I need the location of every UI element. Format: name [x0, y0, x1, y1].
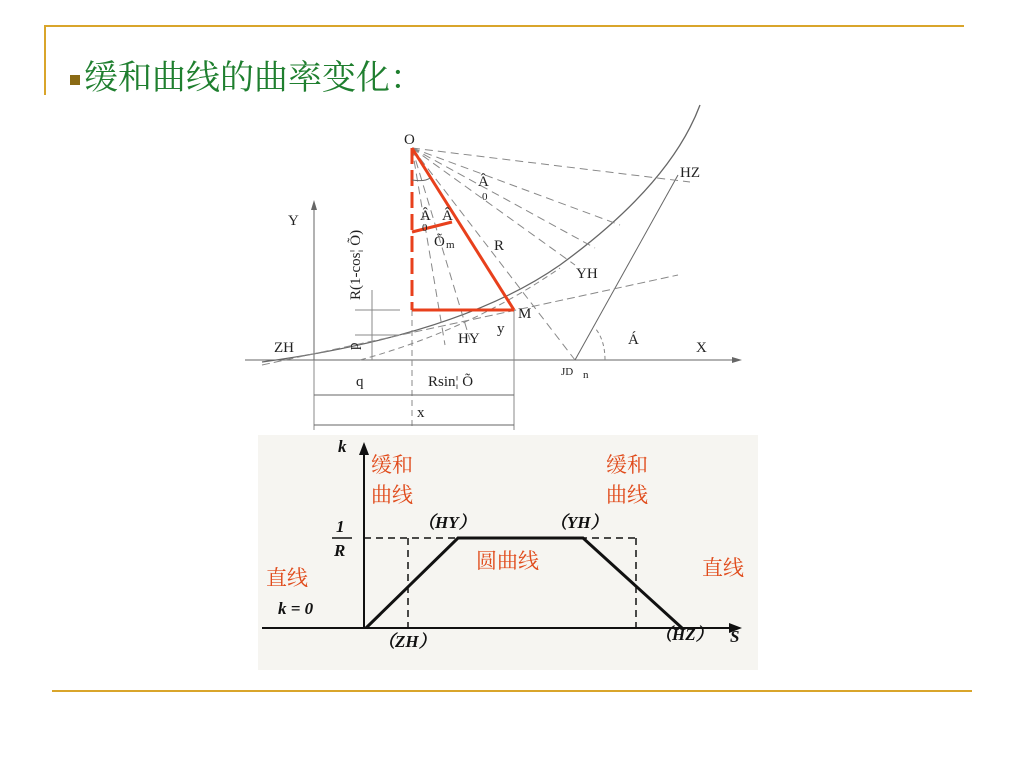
label-angle-b: Â — [420, 208, 431, 224]
label-angle-o: Õ — [434, 234, 445, 250]
label-X: X — [696, 340, 707, 356]
label-ZH-point: （ZH） — [378, 632, 436, 651]
label-rsin: Rsin¦ Õ — [428, 374, 474, 390]
label-r1cos: R(1-cos¦ Õ) — [348, 229, 364, 300]
label-angle-alpha: Á — [628, 332, 639, 348]
label-R: R — [494, 238, 505, 254]
label-straight-left: 直线 — [266, 566, 308, 590]
label-HY: HY — [458, 331, 480, 347]
label-straight-right: 直线 — [702, 556, 744, 580]
label-angle-c: Â — [442, 208, 453, 224]
label-JD-sub: n — [583, 369, 589, 381]
label-one: 1 — [336, 517, 345, 536]
label-O: O — [404, 132, 415, 148]
label-HZ: HZ — [680, 165, 700, 181]
label-angle-o-sub: m — [446, 239, 455, 251]
label-Y: Y — [288, 213, 299, 229]
label-S: S — [730, 627, 740, 646]
label-x: x — [417, 405, 425, 421]
label-HZ-point: （HZ） — [655, 625, 713, 644]
label-y: y — [497, 321, 505, 337]
label-JD: JD — [561, 366, 574, 378]
label-transition-left-2: 曲线 — [371, 483, 413, 507]
label-transition-left-1: 缓和 — [371, 453, 413, 477]
label-YH: YH — [576, 266, 598, 282]
label-k0: k = 0 — [278, 599, 314, 618]
label-ZH: ZH — [274, 340, 294, 356]
label-HY-point: （HY） — [418, 513, 476, 532]
label-R: R — [334, 541, 346, 560]
label-p: p — [346, 342, 362, 350]
label-M: M — [518, 306, 532, 322]
label-angle-b-sub: 0 — [422, 222, 428, 234]
label-angle-a0: Â — [478, 174, 489, 190]
label-k: k — [338, 437, 347, 456]
label-transition-right-2: 曲线 — [606, 483, 648, 507]
label-circular-curve: 圆曲线 — [476, 549, 539, 573]
label-YH-point: （YH） — [550, 513, 608, 532]
label-q: q — [356, 374, 364, 390]
label-transition-right-1: 缓和 — [606, 453, 648, 477]
slide-title-text: 缓和曲线的曲率变化： — [84, 58, 424, 98]
label-angle-a0-sub: 0 — [482, 191, 488, 203]
